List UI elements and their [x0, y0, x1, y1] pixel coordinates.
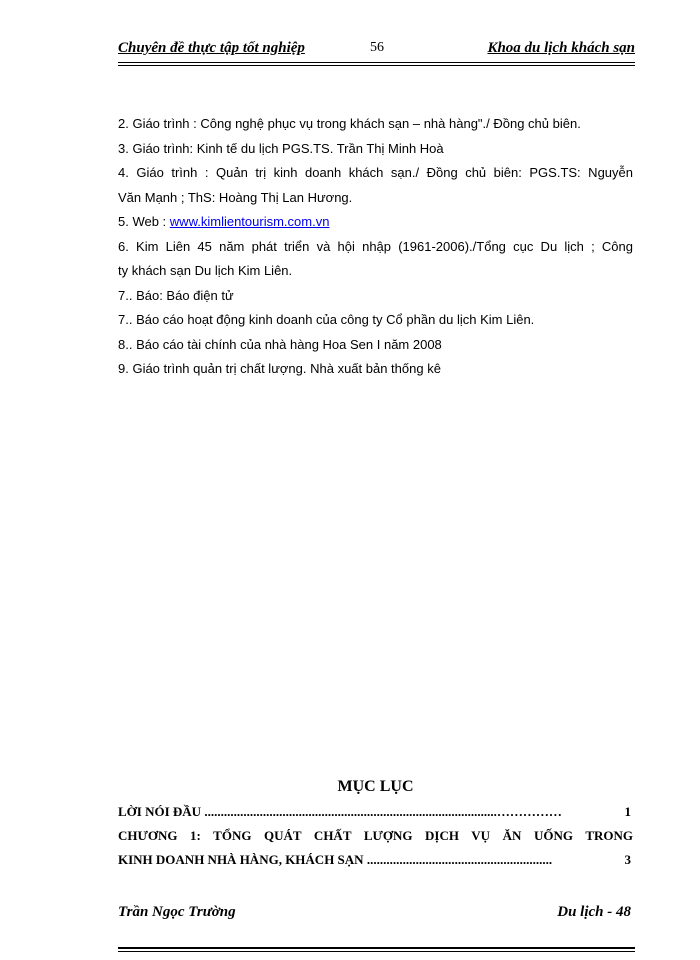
reference-item: 2. Giáo trình : Công nghệ phục vụ trong khách sạn – nhà hàng"./ Đồng chủ biên. — [118, 116, 581, 131]
footer-author: Trần Ngọc Trường — [118, 904, 236, 920]
reference-item: 9. Giáo trình quản trị chất lượng. Nhà xuất bản thống kê — [118, 361, 441, 376]
toc-title: MỤC LỤC — [337, 778, 414, 795]
header-title: Chuyên đề thực tập tốt nghiệp — [118, 40, 305, 56]
reference-prefix: 5. Web : — [118, 214, 170, 229]
toc-entry-text: LỜI NÓI ĐẦU ..........................................................................................…………… — [118, 804, 562, 819]
table-of-contents — [118, 778, 633, 872]
footer-page-label: Du lịch - 48 — [557, 904, 631, 920]
references-list — [118, 112, 633, 382]
header-department: Khoa du lịch khách sạn — [487, 40, 635, 56]
toc-entry-text: KINH DOANH NHÀ HÀNG, KHÁCH SẠN ......................................................... — [118, 852, 553, 867]
reference-item: 7.. Báo cáo hoạt động kinh doanh của công ty Cổ phần du lịch Kim Liên. — [118, 312, 535, 327]
toc-entry-line[interactable]: CHƯƠNG 1: TỔNG QUÁT CHẤT LƯỢNG DỊCH VỤ ĂN UỐNG TRONG — [118, 828, 633, 843]
reference-item: 7.. Báo: Báo điện tử — [118, 287, 234, 303]
reference-item-line: Văn Mạnh ; ThS: Hoàng Thị Lan Hương. — [118, 189, 353, 205]
toc-entry[interactable] — [118, 800, 633, 824]
reference-item: 3. Giáo trình: Kinh tế du lịch PGS.TS. Trần Thị Minh Hoà — [118, 140, 444, 156]
reference-item-line: ty khách sạn Du lịch Kim Liên. — [118, 263, 293, 278]
reference-item-line: 4. Giáo trình : Quản trị kinh doanh khách sạn./ Đồng chủ biên: PGS.TS: Nguyễn — [118, 165, 633, 180]
reference-item: 8.. Báo cáo tài chính của nhà hàng Hoa Sen I năm 2008 — [118, 336, 442, 352]
header-divider — [118, 62, 635, 66]
reference-item — [118, 210, 633, 235]
footer-divider — [118, 947, 635, 952]
header-page-number: 56 — [370, 40, 384, 55]
toc-entry[interactable] — [118, 848, 633, 872]
page-footer — [118, 904, 633, 926]
reference-item-line: 6. Kim Liên 45 năm phát triển và hội nhập (1961-2006)./Tổng cục Du lịch ; Công — [118, 238, 633, 254]
page-header — [118, 40, 635, 62]
toc-entry-page: 1 — [624, 804, 631, 819]
website-link[interactable]: www.kimlientourism.com.vn — [169, 214, 330, 229]
toc-entry-page: 3 — [624, 852, 631, 867]
